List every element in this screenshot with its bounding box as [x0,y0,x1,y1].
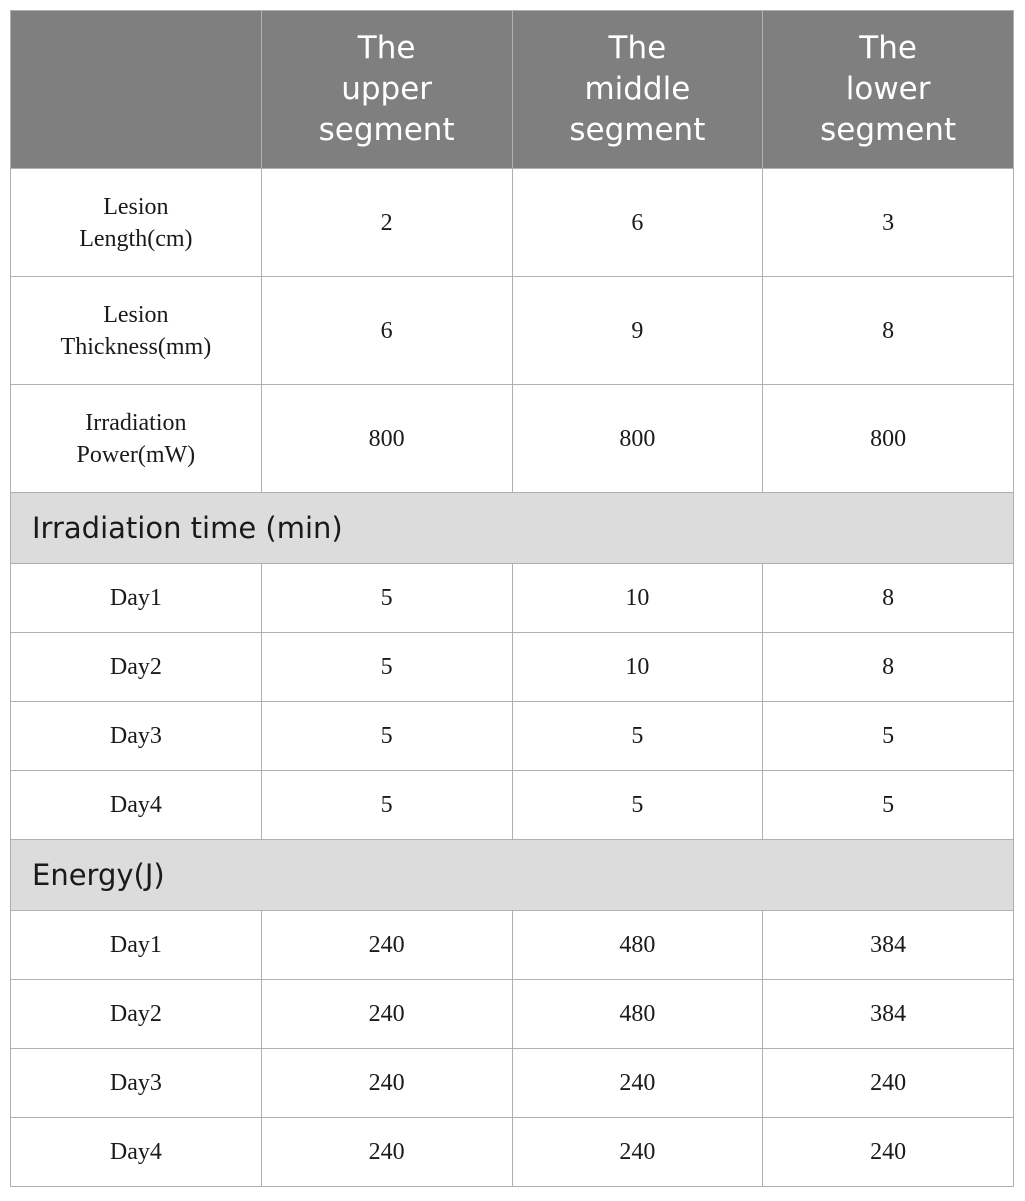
cell-upper: 6 [261,277,512,385]
header-corner [11,11,262,169]
table-row [11,702,1014,771]
cell-middle: 480 [512,980,763,1049]
cell-middle: 240 [512,1118,763,1187]
cell-upper: 5 [261,633,512,702]
cell-lower: 3 [763,169,1014,277]
cell-upper: 800 [261,385,512,493]
cell-middle: 6 [512,169,763,277]
section-title: Energy(J) [11,840,1014,911]
cell-upper: 5 [261,564,512,633]
row-label: Day1 [11,564,262,633]
cell-lower: 5 [763,771,1014,840]
cell-lower: 8 [763,564,1014,633]
cell-lower: 8 [763,633,1014,702]
cell-middle: 240 [512,1049,763,1118]
table-row [11,771,1014,840]
table-row-lesion-length [11,169,1014,277]
cell-upper: 240 [261,1118,512,1187]
cell-lower: 8 [763,277,1014,385]
section-title: Irradiation time (min) [11,493,1014,564]
row-label: Day3 [11,702,262,771]
row-label: Day4 [11,771,262,840]
cell-lower: 240 [763,1049,1014,1118]
row-label: Day2 [11,980,262,1049]
row-label: Lesion Length(cm) [11,169,262,277]
section-energy [11,840,1014,911]
cell-lower: 800 [763,385,1014,493]
cell-upper: 5 [261,771,512,840]
cell-middle: 480 [512,911,763,980]
cell-middle: 9 [512,277,763,385]
row-label: Day2 [11,633,262,702]
table-row-irradiation-power [11,385,1014,493]
cell-upper: 240 [261,911,512,980]
header-middle-segment: The middle segment [512,11,763,169]
row-label: Day3 [11,1049,262,1118]
row-label: Lesion Thickness(mm) [11,277,262,385]
cell-middle: 5 [512,771,763,840]
cell-lower: 240 [763,1118,1014,1187]
cell-lower: 5 [763,702,1014,771]
row-label: Irradiation Power(mW) [11,385,262,493]
cell-middle: 800 [512,385,763,493]
cell-lower: 384 [763,980,1014,1049]
row-label: Day4 [11,1118,262,1187]
cell-upper: 240 [261,1049,512,1118]
cell-upper: 2 [261,169,512,277]
cell-middle: 5 [512,702,763,771]
header-lower-segment: The lower segment [763,11,1014,169]
table-row-lesion-thickness [11,277,1014,385]
header-upper-segment: The upper segment [261,11,512,169]
table-row [11,633,1014,702]
table-row [11,1118,1014,1187]
table-row [11,564,1014,633]
cell-upper: 240 [261,980,512,1049]
cell-upper: 5 [261,702,512,771]
cell-middle: 10 [512,633,763,702]
data-table [10,10,1014,1187]
header-row [11,11,1014,169]
table-row [11,1049,1014,1118]
table-row [11,911,1014,980]
section-irradiation-time [11,493,1014,564]
cell-middle: 10 [512,564,763,633]
row-label: Day1 [11,911,262,980]
cell-lower: 384 [763,911,1014,980]
table-row [11,980,1014,1049]
